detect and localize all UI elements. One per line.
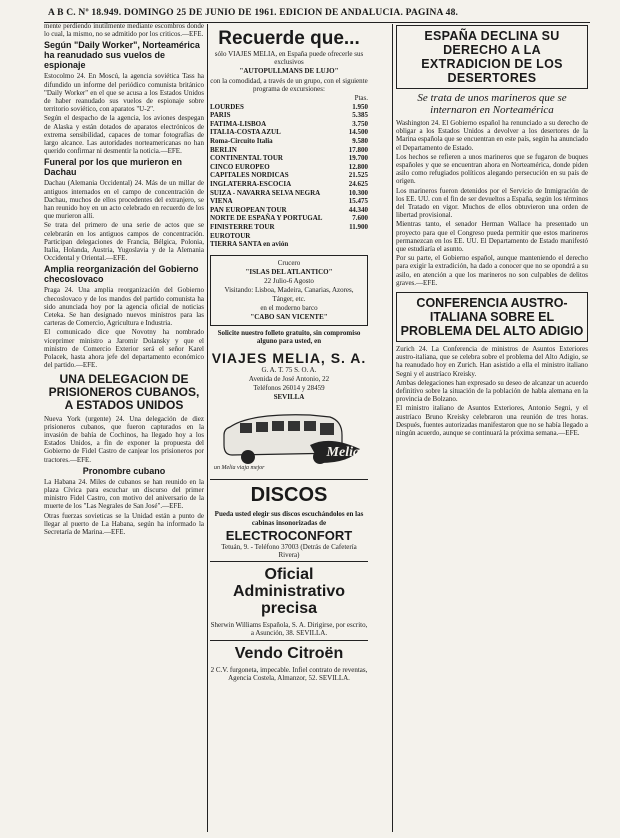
paragraph: Por su parte, el Gobierno español, aunque manteniendo el derecho para exigir la extradición, ha dado a conocer que no se opondrá a su asilo, en atención a que los marineros no son culpables de delitos graves.—EFE. [396, 254, 588, 287]
paragraph: Estocolmo 24. En Moscú, la agencia soviética Tass ha difundido un informe del periódico comunista británico "Daily Worker" en el que se acusa a los Estados Unidos de haber reanudado sus vuelos de espionaje sobre territorio soviético, con aparatos "U-2". [44, 72, 204, 114]
paragraph: Se trata del primero de una serie de actos que se celebrarán en los antiguos campos de concentración. Participan delegaciones de Francia, Bélgica, Polonia, Italia, Holanda, Austria, Yugoslavia y de la Alemania Occidental y Oriental.—EFE. [44, 221, 204, 263]
price-rows [210, 103, 368, 249]
price-row [210, 163, 368, 172]
price-destination: ITALIA-COSTA AZUL [210, 128, 281, 137]
price-col-head: Ptas. [354, 94, 368, 103]
oficial-text: Sherwin Williams Española, S. A. Dirigirse, por escrito, a Asunción, 38. SEVILLA. [210, 621, 368, 638]
agency-phone: Teléfonos 26014 y 28459 [253, 383, 325, 392]
price-value: 7.600 [352, 214, 368, 223]
paragraph: Dachau (Alemania Occidental) 24. Más de un millar de antiguos internados en el campo de concentración de Dachau, muchos de ellos procedentes del extranjero, se han reunido hoy en un acto celebrado en recuerdo de los que murieron allí. [44, 179, 204, 221]
price-value: 17.800 [348, 145, 368, 154]
price-row [210, 214, 368, 223]
discos-addr: Tetuán, 9. - Teléfono 37003 (Detrás de Cafetería Rivera) [221, 542, 357, 559]
price-list [210, 94, 368, 249]
discos-store: ELECTROCONFORT [225, 527, 353, 543]
price-destination: BERLIN [210, 145, 237, 154]
citroen-text: 2 C.V. furgoneta, impecable. Infiel contrato de reventas, Agencia Costela, Almanzor, 52. SEVILLA. [210, 665, 368, 682]
price-destination: INGLATERRA-ESCOCIA [210, 179, 292, 188]
price-row [210, 206, 368, 215]
price-value: 24.625 [348, 179, 368, 188]
discos-text: Pueda usted elegir sus discos escuchándolos en las cabinas insonorizadas de [214, 510, 364, 527]
column-divider-1 [207, 24, 208, 832]
headline-extradicion: ESPAÑA DECLINA SU DERECHO A LA EXTRADICION DE LOS DESERTORES [421, 29, 563, 85]
price-row [210, 197, 368, 206]
price-row [210, 111, 368, 120]
price-value: 21.525 [348, 171, 368, 180]
price-destination: VIENA [210, 197, 233, 206]
paragraph: Otras fuerzas sovieticas se la Unidad están a punto de llegar al puerto de La Habana, según ha informado la Secretaría de Marina.—EFE. [44, 511, 204, 536]
price-value: 15.475 [348, 197, 368, 206]
price-destination: CAPITALES NORDICAS [210, 171, 289, 180]
paragraph: Zurich 24. La Conferencia de ministros de Asuntos Exteriores austro-italiana, que se celebra sobre el problema del Alto Adigio, se ha reanudado hoy en Zurich. Han asistido a ella el ministro italiano Segni y el austríaco Kreisky. [396, 345, 588, 378]
headline-daily-worker: Según "Daily Worker", Norteamérica ha reanudado sus vuelos de espionaje [44, 40, 200, 71]
price-row [210, 137, 368, 146]
ad-rule [210, 479, 368, 480]
ad-note: con la comodidad, a través de un grupo, con el siguiente programa de excursiones: [210, 76, 368, 93]
headline-checoslovaco: Amplia reorganización del Gobierno checoslovaco [44, 264, 199, 285]
price-row [210, 120, 368, 129]
agency-grp: G. A. T. 75 S. O. A. [261, 365, 317, 374]
cruise-box [210, 255, 368, 326]
price-value: 5.385 [352, 111, 368, 120]
brochure-text: Solicite nuestro folleto gratuito, sin compromiso alguno para usted, en [217, 329, 361, 346]
ad-lead: sólo VIAJES MELIA, en España puede ofrecerle sus exclusivos [214, 50, 364, 67]
price-destination: Roma-Circuito Italia [210, 136, 273, 145]
price-header [210, 94, 368, 103]
price-value: 12.800 [348, 162, 368, 171]
price-row [210, 189, 368, 198]
price-value: 19.700 [348, 154, 368, 163]
price-row [210, 232, 368, 241]
paragraph: Mientras tanto, el senador Herman Wallace ha presentado un proyecto para que el Congreso pueda permitir que estos marineros permanezcan en los EE. UU. El Departamento de Estado manifestó que estudiaría el asunto. [396, 220, 588, 254]
oficial-title: Oficial Administrativo precisa [232, 566, 345, 618]
price-destination: CONTINENTAL TOUR [210, 154, 283, 163]
price-value: 9.580 [352, 136, 368, 145]
paragraph: Los hechos se refieren a unos marineros que se fugaron de buques españoles y que se encuentran ahora en Norteamérica, donde piden asilo como refugiados políticos alegando persecución en su país de origen. [396, 152, 588, 186]
headline-dachau: Funeral por los que murieron en Dachau [44, 157, 183, 178]
price-value: 3.750 [352, 119, 368, 128]
cruise-vessel-lead: en el moderno barco [260, 303, 318, 312]
price-value: 14.500 [348, 128, 368, 137]
paragraph: Los marineros fueron detenidos por el Servicio de Inmigración de los EE. UU. con el fin de ser devueltos a España, según los términos del Tratado en vigor. Muchos de ellos obtuvieron una orden de libertad provisional. [396, 186, 588, 220]
paragraph: Washington 24. El Gobierno español ha renunciado a su derecho de obligar a los Estados Unidos a devolver a los desertores de la Marina española que se encuentran en este país, según ha anunciado el Departamento de Estado. [396, 119, 588, 152]
paragraph: Ambas delegaciones han expresado su deseo de alcanzar un acuerdo definitivo sobre la situación de la población de habla alemana en la provincia de Bolzano. [396, 378, 588, 404]
price-row [210, 154, 368, 163]
extradition-box [396, 25, 588, 89]
paragraph: Praga 24. Una amplia reorganización del Gobierno checoslovaco y de los mandos del partido comunista ha sido anunciada hoy por la agencia oficial de noticias Ceteka. Se han designado nuevos ministros para las carteras de Comercio, Agricultura e Industria. [44, 286, 204, 328]
discos-title: DISCOS [250, 484, 328, 507]
cruise-vessel: "CABO SAN VICENTE" [250, 312, 328, 321]
citroen-title: Vendo Citroën [234, 644, 344, 662]
price-row [210, 146, 368, 155]
paragraph: El comunicado dice que Novotny ha nombrado viceprimer ministro a Jaromir Dolansky y que el ministro de Comercio Exterior será el señor Karel Polacek, hasta ahora jefe del departamento económico del partido.—EFE. [44, 328, 204, 370]
cruise-dates: 22 Julio-6 Agosto [264, 277, 314, 286]
intro-paragraph: mente perdiendo inutilmente mediante escombros donde lo cual, la mismo, no se admitido por los criticos.—EFE. [44, 22, 204, 39]
column-1 [44, 22, 204, 832]
price-destination: SUIZA - NAVARRA SELVA NEGRA [210, 188, 321, 197]
price-value: 11.900 [349, 222, 368, 231]
price-value: 10.300 [348, 188, 368, 197]
paragraph: Nueva York (urgente) 24. Una delegación de diez prisioneros cubanos, que fueron capturados en la invasión de bahía de Cochinos, ha llegado hoy a los Estados Unidos, a fin de exponer la propuesta del Gobierno de Fidel Castro de canjear los prisioneros por tractores.—EFE. [44, 414, 204, 464]
paragraph: Según el despacho de la agencia, los aviones despegan de Alaska y están dotados de aparatos electrónicos de extrema sensibilidad, capaces de tomar fotografías de largo alcance. Las autoridades norteamericanas no han querido confirmar ni desmentir la noticia.—EFE. [44, 114, 204, 156]
price-destination: LOURDES [210, 102, 244, 111]
price-destination: PAN EUROPEAN TOUR [210, 205, 287, 214]
ad-rule [210, 640, 368, 641]
price-destination: PARIS [210, 111, 231, 120]
price-destination: FATIMA-LISBOA [210, 119, 267, 128]
headline-pronombre: Pronombre cubano [82, 465, 166, 476]
column-2-ads [210, 22, 368, 832]
agency-city: SEVILLA [273, 393, 305, 402]
price-row [210, 180, 368, 189]
price-row [210, 240, 368, 249]
price-destination: TIERRA SANTA en avión [210, 240, 289, 249]
price-destination: EUROTOUR [210, 231, 251, 240]
melia-logo: Melia [326, 445, 360, 461]
price-destination: CINCO EUROPEO [210, 162, 270, 171]
price-row [210, 103, 368, 112]
conference-box [396, 292, 588, 342]
price-row [210, 171, 368, 180]
price-row [210, 223, 368, 232]
cruise-route: Visitando: Lisboa, Madeira, Canarias, Azores, Tánger, etc. [224, 286, 354, 303]
paragraph: La Habana 24. Miles de cubanos se han reunido en la plaza Cívica para escuchar un discurso del primer ministro Fidel Castro, con motivo del aniversario de la muerte de los "Las Negrales de San José".—EFE. [44, 477, 204, 511]
ad-product: "AUTOPULLMANS DE LUJO" [239, 67, 339, 76]
melia-caption: un Melia viaja mejor [214, 465, 265, 472]
headline-conferencia: CONFERENCIA AUSTRO-ITALIANA SOBRE EL PROBLEMA DEL ALTO ADIGIO [400, 296, 584, 339]
cruise-label: Crucero [277, 258, 301, 267]
headline-prisioneros: UNA DELEGACION DE PRISIONEROS CUBANOS, A ESTADOS UNIDOS [48, 371, 200, 412]
ad-rule [210, 561, 368, 562]
agency-addr: Avenida de José Antonio, 22 [248, 374, 330, 383]
price-destination: FINISTERRE TOUR [210, 222, 275, 231]
price-row [210, 128, 368, 137]
bus-illustration [210, 405, 368, 475]
ad-title: Recuerde que... [218, 28, 360, 49]
price-value: 44.340 [348, 205, 368, 214]
paragraph: El ministro italiano de Asuntos Exteriores, Antonio Segni, y el austríaco Bruno Kreisky celebraron una reunión de tres horas. Después, fuentes autorizadas manifestaron que no se había llegado a ningún acuerdo, aunque se continuará la próxima semana.—EFE. [396, 404, 588, 438]
column-3 [396, 22, 588, 832]
column-divider-2 [392, 24, 393, 832]
page-header: A B C. Nº 18.949. DOMINGO 25 DE JUNIO DE 1961. EDICION DE ANDALUCIA. PAGINA 48. [48, 8, 459, 18]
agency-name: VIAJES MELIA, S. A. [211, 349, 367, 366]
subheadline-marineros: Se trata de unos marineros que se internaron en Norteamérica [417, 92, 567, 116]
price-destination: NORTE DE ESPAÑA Y PORTUGAL [210, 214, 323, 223]
price-value: 1.950 [352, 102, 368, 111]
cruise-ship: "ISLAS DEL ATLANTICO" [245, 267, 333, 276]
